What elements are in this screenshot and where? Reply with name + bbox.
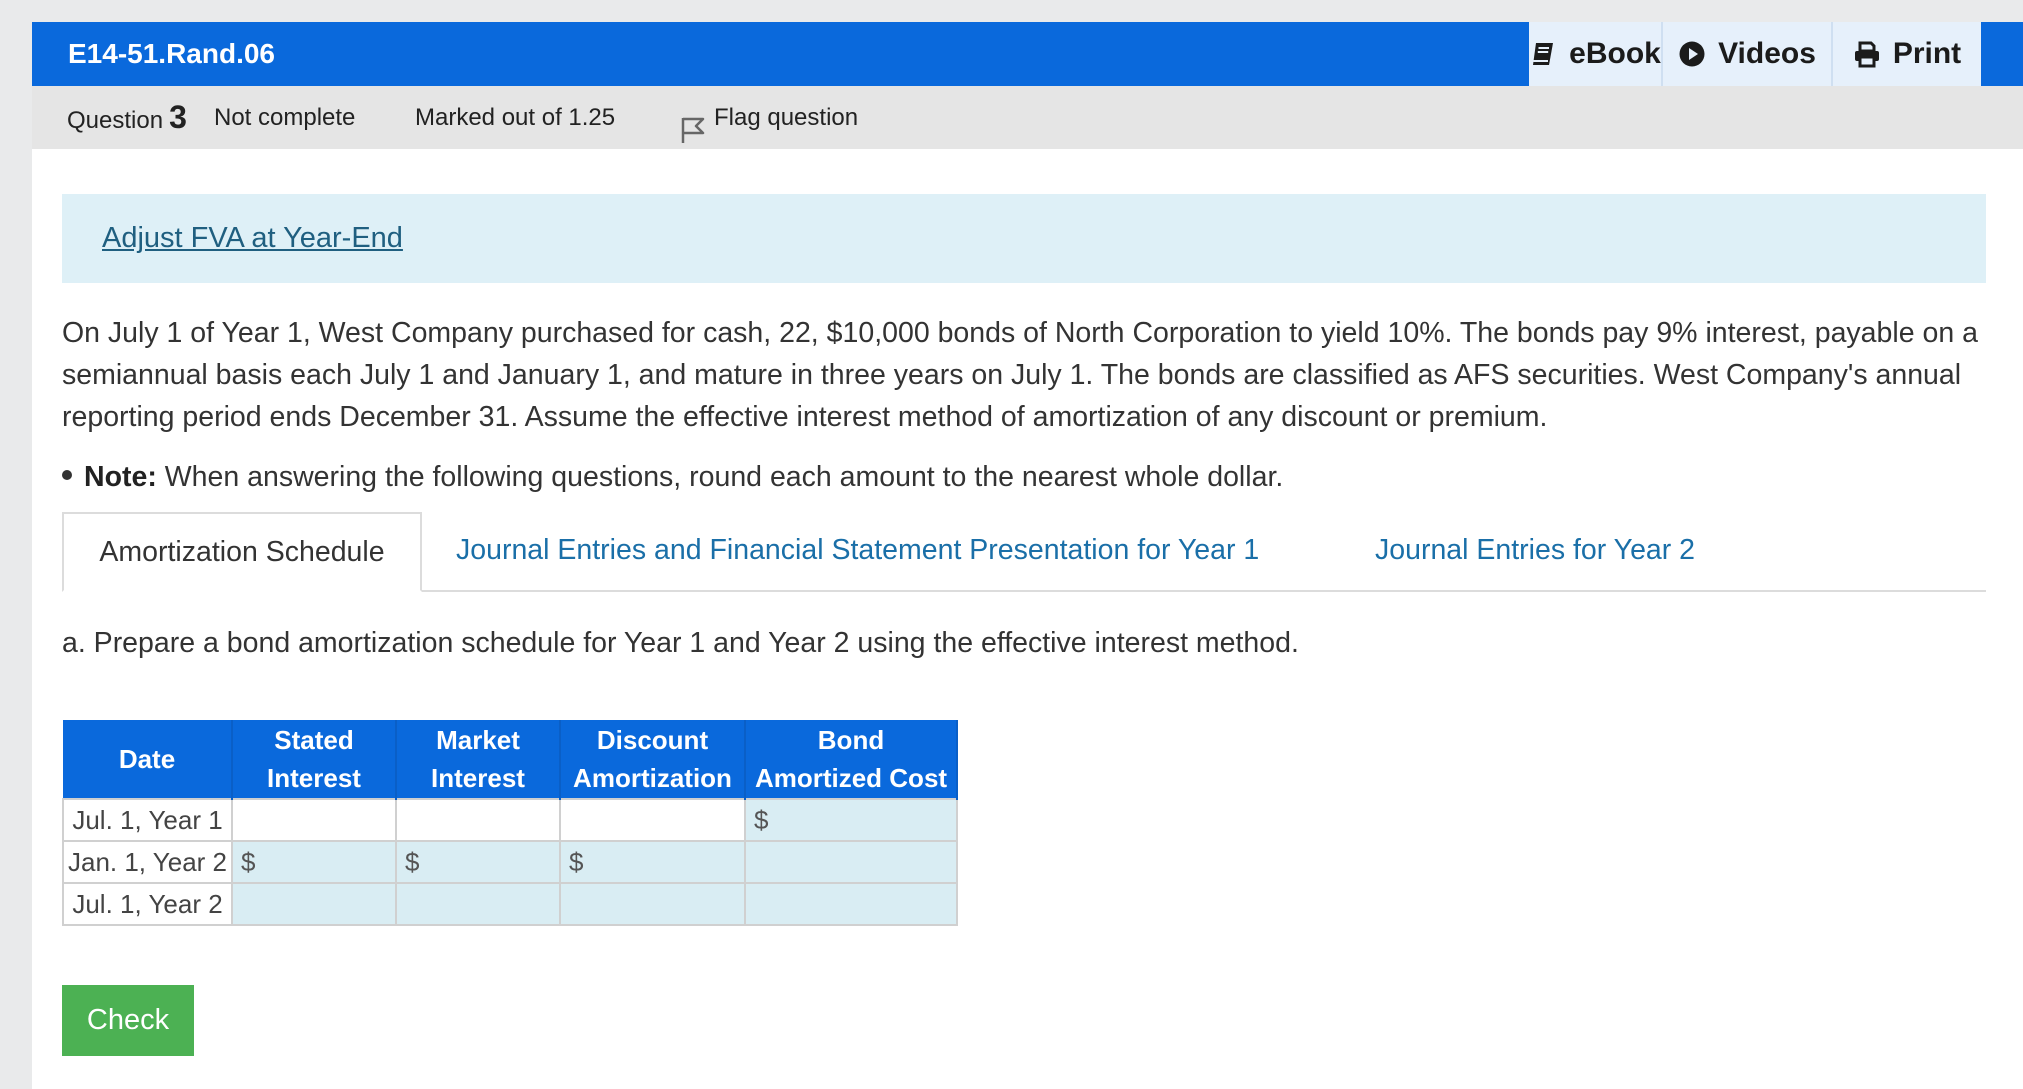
videos-button[interactable] xyxy=(1661,22,1831,86)
discount-amortization-cell[interactable] xyxy=(560,841,745,883)
question-label: Question xyxy=(67,107,164,134)
header-bond-amortized-cost: Bond Amortized Cost xyxy=(745,720,957,799)
table-row xyxy=(63,799,957,841)
header-discount-amortization: Discount Amortization xyxy=(560,720,745,799)
problem-text: On July 1 of Year 1, West Company purchased for cash, 22, $10,000 bonds of North Corporation to yield 10%. The bonds pay 9% interest, payable on a semiannual basis each July 1 and January 1, and mature in three years on July 1. The bonds are classified as AFS securities. West Company's annual reporting period ends December 31. Assume the effective interest method of amortization of any discount or premium. xyxy=(62,317,1978,433)
market-interest-input[interactable] xyxy=(397,842,559,882)
row-date: Jan. 1, Year 2 xyxy=(63,841,232,883)
check-button[interactable]: Check xyxy=(62,985,194,1056)
ebook-button[interactable] xyxy=(1529,22,1661,86)
question-number xyxy=(67,86,187,149)
amortized-cost-cell[interactable] xyxy=(745,883,957,925)
print-label: Print xyxy=(1892,37,1962,70)
flag-question-label: Flag question xyxy=(714,104,859,131)
question-card xyxy=(32,22,2023,1089)
tab-amortization-schedule[interactable]: Amortization Schedule xyxy=(62,512,422,592)
discount-amortization-cell[interactable] xyxy=(560,883,745,925)
header-stated-interest: Stated Interest xyxy=(232,720,396,799)
question-title: E14-51.Rand.06 xyxy=(68,38,275,69)
instruction-text: a. Prepare a bond amortization schedule for Year 1 and Year 2 using the effective interest method. xyxy=(62,627,1299,659)
row-date: Jul. 1, Year 1 xyxy=(63,799,232,841)
table-row xyxy=(63,883,957,925)
stated-interest-input[interactable] xyxy=(233,884,395,924)
stated-interest-cell[interactable] xyxy=(232,841,396,883)
currency-symbol: $ xyxy=(754,805,769,835)
amortized-cost-cell[interactable] xyxy=(745,799,957,841)
market-interest-cell[interactable] xyxy=(396,841,560,883)
amortized-cost-input[interactable] xyxy=(746,842,956,882)
stated-interest-cell[interactable] xyxy=(232,799,396,841)
row-date: Jul. 1, Year 2 xyxy=(63,883,232,925)
amortization-schedule-table xyxy=(62,720,958,926)
tab-journal-entries-year-2[interactable]: Journal Entries for Year 2 xyxy=(1375,534,1696,566)
currency-symbol: $ xyxy=(405,847,420,877)
tab-journal-entries-year-1[interactable]: Journal Entries and Financial Statement Presentation for Year 1 xyxy=(456,534,1260,566)
completion-status: Not complete xyxy=(214,104,356,131)
note xyxy=(62,456,1283,498)
tab-bar xyxy=(62,512,1986,592)
play-circle-icon xyxy=(1678,40,1706,68)
stated-interest-cell[interactable] xyxy=(232,883,396,925)
flag-icon xyxy=(680,105,706,133)
topic-banner xyxy=(62,194,1986,283)
question-number-value: 3 xyxy=(169,99,187,135)
flag-question-button[interactable] xyxy=(680,86,858,149)
discount-amortization-cell[interactable] xyxy=(560,799,745,841)
table-header-row xyxy=(63,720,957,799)
market-interest-input[interactable] xyxy=(397,800,559,840)
question-info-bar xyxy=(32,86,2023,149)
stated-interest-input[interactable] xyxy=(233,842,395,882)
currency-symbol: $ xyxy=(241,847,256,877)
header-market-interest: Market Interest xyxy=(396,720,560,799)
currency-symbol: $ xyxy=(569,847,584,877)
amortized-cost-input[interactable] xyxy=(746,800,956,840)
marks-label: Marked out of 1.25 xyxy=(415,104,616,131)
amortized-cost-input[interactable] xyxy=(746,884,956,924)
topic-link[interactable]: Adjust FVA at Year-End xyxy=(102,222,403,254)
discount-amortization-input[interactable] xyxy=(561,884,744,924)
videos-label: Videos xyxy=(1718,37,1816,70)
discount-amortization-input[interactable] xyxy=(561,800,744,840)
header-date: Date xyxy=(63,720,232,799)
market-interest-cell[interactable] xyxy=(396,799,560,841)
note-label: Note: xyxy=(84,461,157,493)
table-row xyxy=(63,841,957,883)
note-text: When answering the following questions, round each amount to the nearest whole dollar. xyxy=(164,461,1284,493)
bullet xyxy=(62,470,72,480)
title-bar xyxy=(32,22,2023,86)
toolbar xyxy=(1529,22,1981,86)
print-button[interactable] xyxy=(1831,22,1981,86)
book-icon xyxy=(1529,40,1557,68)
amortized-cost-cell[interactable] xyxy=(745,841,957,883)
discount-amortization-input[interactable] xyxy=(561,842,744,882)
printer-icon xyxy=(1853,40,1881,68)
market-interest-cell[interactable] xyxy=(396,883,560,925)
ebook-label: eBook xyxy=(1569,37,1661,70)
market-interest-input[interactable] xyxy=(397,884,559,924)
stated-interest-input[interactable] xyxy=(233,800,395,840)
